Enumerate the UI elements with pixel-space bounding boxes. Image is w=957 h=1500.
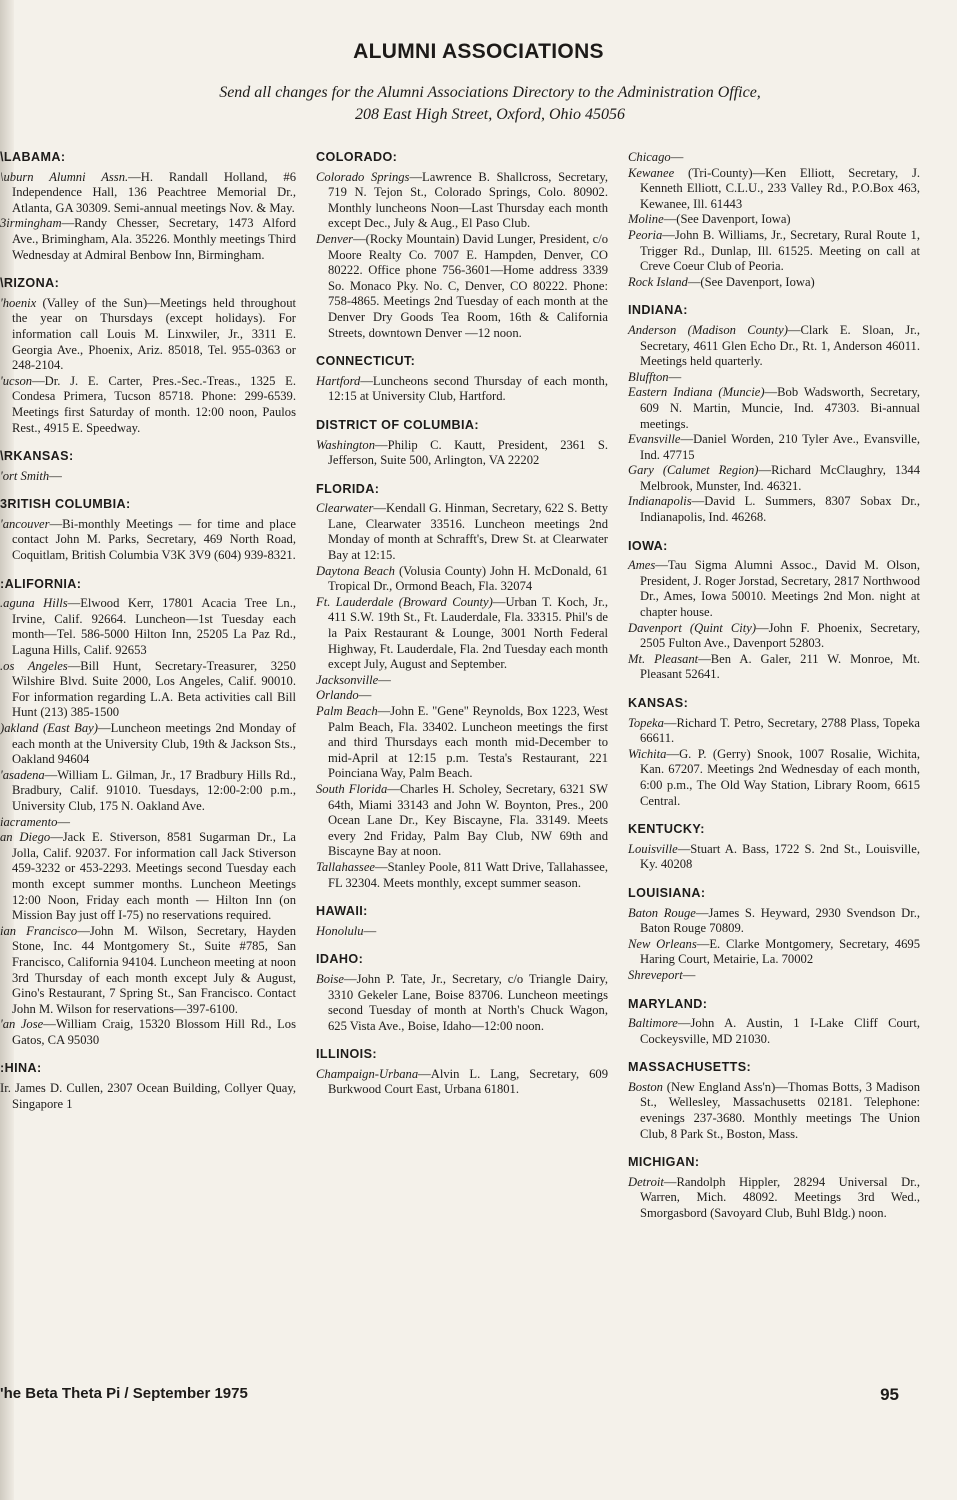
city-name: Topeka — [628, 715, 664, 730]
state-heading: FLORIDA: — [316, 481, 380, 496]
city-name: Louisville — [628, 841, 678, 856]
chapter-entry — [316, 438, 608, 469]
city-name: Ft. Lauderdale (Broward County) — [316, 594, 493, 609]
chapter-entry — [316, 232, 608, 341]
entry-details: —William Craig, 15320 Blossom Hill Rd., Los Gatos, CA 95030 — [12, 1017, 296, 1047]
entry-details: —James S. Heyward, 2930 Svendson Dr., Baton Rouge 70809. — [640, 905, 920, 936]
entry-details: —Randolph Hippler, 28294 Universal Dr., Warren, Mich. 48092. Meetings 3rd Wed., Smorgasbord (Savoyard Club, Buhl Bldg.) noon. — [640, 1174, 920, 1221]
state-section — [0, 150, 296, 263]
entry-details: —H. Randall Holland, #6 Independence Hall, 136 Peachtree Memorial Dr., Atlanta, GA 30309. Semi-annual meetings Nov. & May. — [12, 169, 296, 215]
city-name: 'ort Smith — [0, 468, 50, 483]
city-name: Chicago — [628, 150, 671, 164]
state-section — [628, 303, 920, 525]
city-name: Kewanee — [628, 165, 675, 180]
entry-details: —(See Davenport, Iowa) — [687, 274, 815, 289]
entry-details: (New England Ass'n)—Thomas Botts, 3 Madison St., Wellesley, Massachusetts 02181. Telephone: evenings 237-3680. Monthly meetings The Union Club, 8 Park St., Boston, Mass. — [640, 1079, 920, 1141]
entry-details: —John P. Tate, Jr., Secretary, c/o Triangle Dairy, 3310 Gekeler Lane, Boise 83706. Luncheon meetings second Tuesday of month at North's Chuck Wagon, 625 Vista Ave., Boise, Idaho—12:00 noon. — [328, 971, 608, 1033]
entry-details: —John A. Austin, 1 I-Lake Cliff Court, Cockeysville, MD 21030. — [640, 1016, 920, 1046]
directory-column-3 — [628, 150, 920, 1235]
chapter-entry — [316, 1067, 608, 1098]
entry-details: —Clark E. Sloan, Jr., Secretary, 4611 Glen Echo Dr., Rt. 1, Anderson 46011. Meetings held quarterly. — [640, 322, 920, 369]
city-name: ian Francisco — [0, 923, 78, 938]
state-section — [0, 276, 296, 436]
city-name: Boise — [316, 971, 344, 986]
chapter-entry — [316, 972, 608, 1034]
state-heading: \LABAMA: — [0, 150, 66, 164]
subtitle-line-1: Send all changes for the Alumni Associations Directory to the Administration Office, — [219, 84, 761, 101]
chapter-entry — [628, 166, 920, 213]
state-section — [0, 577, 296, 1049]
entry-details: (Valley of the Sun)—Meetings held throughout the year on Thursdays (except holidays). For information call Louis M. Linxwiler, Jr., 3311 E. Georgia Ave., Phoenix, Ariz. 85018, Tel. 955-0363 or 248-2104. — [12, 295, 296, 373]
city-name: Peoria — [628, 227, 663, 242]
city-name: Washington — [316, 437, 376, 452]
state-section — [316, 904, 608, 939]
city-name: 'an Jose — [0, 1017, 44, 1032]
chapter-entry — [628, 1016, 920, 1047]
page-subtitle — [80, 82, 900, 126]
entry-details: —Kendall G. Hinman, Secretary, 622 S. Betty Lane, Clearwater 33516. Luncheon meetings 2nd Monday of month at Schrafft's, Drew St. at Clearwater Bay at 12:15. — [328, 501, 608, 563]
state-heading: MARYLAND: — [628, 996, 708, 1011]
chapter-entry — [0, 374, 296, 436]
city-name: Mt. Pleasant — [628, 651, 699, 666]
entry-details: —Alvin L. Lang, Secretary, 609 Burkwood Court East, Urbana 61801. — [328, 1066, 608, 1097]
directory-column-2 — [316, 150, 608, 1111]
city-name: Ames — [628, 558, 656, 573]
entry-details: — — [363, 923, 377, 938]
publication-footer: 'he Beta Theta Pi / September 1975 — [0, 1385, 248, 1402]
state-section — [628, 696, 920, 809]
state-section — [628, 539, 920, 683]
state-heading: IDAHO: — [316, 952, 364, 967]
city-name: Daytona Beach — [316, 563, 395, 578]
entry-details: —John B. Williams, Jr., Secretary, Rural Route 1, Trigger Rd., Dunlap, Ill. 61525. Meeting on call at Creve Coeur Club of Peoria. — [640, 227, 920, 274]
entry-details: — — [668, 369, 682, 384]
chapter-entry — [316, 688, 608, 704]
chapter-entry — [0, 296, 296, 374]
chapter-entry — [628, 1080, 920, 1142]
entry-details: —Richard McClaughry, 1344 Melbrook, Munster, Ind. 46321. — [640, 463, 921, 493]
chapter-entry — [316, 782, 608, 860]
city-name: Honolulu — [316, 923, 364, 938]
entry-details: —Dr. J. E. Carter, Pres.-Sec.-Treas., 1325 E. Condesa Primera, Tucson 85718. Phone: 299-6539. Meetings first Saturday of month. 12:00 noon, Paulos Rest., 4915 E. Speedway. — [12, 373, 296, 435]
state-heading: HAWAII: — [316, 904, 368, 919]
entry-details: —Richard T. Petro, Secretary, 2788 Plass, Topeka 66611. — [640, 715, 920, 746]
chapter-entry — [628, 323, 920, 370]
entry-details: —William L. Gilman, Jr., 17 Bradbury Hills Rd., Bradbury, Calif. 91010. Tuesdays, 12:00-2:00 p.m., University Club, 175 N. Oakland Ave. — [12, 767, 296, 813]
city-name: Davenport (Quint City) — [628, 620, 757, 635]
city-name: 'ancouver — [0, 516, 50, 531]
city-name: New Orleans — [628, 936, 697, 951]
state-section — [0, 1061, 296, 1112]
state-section — [628, 822, 920, 873]
entry-details: —Daniel Worden, 210 Tyler Ave., Evansville, Ind. 47715 — [640, 432, 920, 462]
state-section — [628, 1155, 920, 1221]
directory-column-1 — [0, 150, 296, 1125]
city-name: Palm Beach — [316, 704, 378, 718]
entry-details: —Jack E. Stiverson, 8581 Sugarman Dr., La Jolla, Calif. 92037. For information call Jack Stiverson 459-3232 or 453-2293. Meetings second Tuesday each month except summer months. Luncheon Meetings 12:00 Noon, Friday each month — Hilton Inn (on Mission Bay just off I-75) no reservations required. — [12, 830, 296, 923]
chapter-entry — [628, 432, 920, 463]
entry-details: —John F. Phoenix, Secretary, 2505 Fulton Ave., Davenport 52803. — [640, 620, 920, 651]
entry-details: — — [358, 688, 372, 703]
city-name: Champaign-Urbana — [316, 1066, 419, 1081]
state-heading: ILLINOIS: — [316, 1047, 377, 1062]
chapter-entry — [0, 1081, 296, 1112]
state-heading: MICHIGAN: — [628, 1155, 700, 1170]
entry-details: —(See Davenport, Iowa) — [663, 212, 791, 227]
chapter-entry — [316, 704, 608, 782]
state-heading: \RIZONA: — [0, 276, 60, 291]
chapter-entry — [316, 170, 608, 232]
chapter-entry — [316, 501, 608, 563]
chapter-entry — [0, 1017, 296, 1048]
chapter-entry — [316, 924, 608, 940]
state-section — [628, 1060, 920, 1142]
state-section — [316, 418, 608, 469]
city-name: Orlando — [316, 688, 359, 703]
chapter-entry — [316, 860, 608, 891]
city-name: 'ucson — [0, 373, 33, 388]
state-heading: MASSACHUSETTS: — [628, 1060, 752, 1075]
chapter-entry — [628, 370, 920, 386]
entry-details: —Bi-monthly Meetings — for time and place contact John M. Parks, Secretary, 469 North Road, Coquitlam, British Columbia V3K 3V9 (604) 939-8321. — [12, 516, 296, 563]
chapter-entry — [316, 374, 608, 405]
state-section — [316, 1047, 608, 1098]
chapter-entry — [628, 621, 920, 652]
state-heading: :HINA: — [0, 1061, 42, 1076]
entry-details: — — [378, 672, 391, 687]
state-section — [628, 997, 920, 1048]
city-name: Boston — [628, 1079, 663, 1094]
city-name: Baton Rouge — [628, 905, 696, 920]
entry-details: —(Rocky Mountain) David Lunger, President, c/o Moore Realty Co. 7007 E. Hampden, Denver, CO 80222. Office phone 756-3601—Home address 3339 So. Monaco Pky. No. C, Denver, CO 80222. Phone: 758-4865. Meetings 2nd Tuesday of each month at the Denver Dry Goods Tea Room, 16th & California Streets, downtown Denver —12 noon. — [328, 231, 608, 340]
entry-details: —E. Clarke Montgomery, Secretary, 4695 Haring Court, Metairie, La. 70002 — [640, 936, 920, 967]
entry-details: —Bill Hunt, Secretary-Treasurer, 3250 Wilshire Blvd. Suite 2000, Los Angeles, Calif. 90010. For information regarding L.A. Beta activities call Bill Hunt (213) 385-1500 — [12, 658, 296, 720]
chapter-entry — [0, 815, 296, 831]
entry-details: —Urban T. Koch, Jr., 411 S.W. 19th St., Ft. Lauderdale, Fla. 33315. Phil's de la Paix Restaurant & Lounge, 3001 North Federal Highway, Ft. Lauderdale, Fla. 2nd Tuesday each month except July, August and September. — [328, 594, 608, 672]
state-section — [628, 886, 920, 984]
city-name: )akland (East Bay) — [0, 721, 98, 735]
entry-details: —Luncheons second Thursday of each month, 12:15 at University Club, Hartford. — [328, 373, 608, 404]
page-number: 95 — [880, 1385, 899, 1404]
chapter-entry — [316, 595, 608, 673]
city-name: Hartford — [316, 373, 361, 388]
city-name: South Florida — [316, 781, 388, 796]
entry-details: —Tau Sigma Alumni Assoc., David M. Olson, President, J. Roger Jorstad, Secretary, 2817 Northwood Dr., Ames, Iowa 50010. Meetings 2nd Mon. night at chapter house. — [640, 558, 920, 620]
city-name: an Diego — [0, 830, 51, 845]
city-name: Anderson (Madison County) — [628, 322, 788, 337]
entry-details: — — [57, 814, 70, 829]
city-name: Jacksonville — [316, 672, 379, 687]
entry-details: —John E. "Gene" Reynolds, Box 1223, West Palm Beach, Fla. 33402. Luncheon meetings the first and third Thursdays each month mid-December to mid-April at 12:15 p.m. Testa's Restaurant, 221 Poinciana Way, Palm Beach. — [328, 704, 608, 781]
city-name: Tallahassee — [316, 859, 376, 874]
city-name: Wichita — [628, 746, 667, 761]
entry-details: —Philip C. Kautt, President, 2361 S. Jefferson, Suite 500, Arlington, VA 22202 — [328, 437, 608, 468]
city-name: Shreveport — [628, 967, 683, 982]
chapter-entry — [628, 275, 920, 291]
chapter-entry — [316, 673, 608, 689]
chapter-entry — [316, 564, 608, 595]
city-name: 'asadena — [0, 767, 45, 782]
chapter-entry — [0, 170, 296, 217]
state-heading: COLORADO: — [316, 150, 398, 164]
chapter-entry — [0, 596, 296, 658]
city-name: Detroit — [628, 1174, 664, 1189]
state-section — [0, 497, 296, 563]
entry-details: —Stuart A. Bass, 1722 S. 2nd St., Louisville, Ky. 40208 — [640, 841, 920, 872]
state-heading: :ALIFORNIA: — [0, 576, 82, 591]
city-name: 3irmingham — [0, 216, 62, 231]
chapter-entry — [628, 212, 920, 228]
entry-details: —Charles H. Scholey, Secretary, 6321 SW 64th, Miami 33143 and John W. Boynton, Pres., 200 Ocean Lane Dr., Key Biscayne, Fla. 33149. Meets every 2nd Friday, Palm Bay Club, NW 69th and Biscayne Bay at noon. — [328, 781, 608, 859]
entry-details: —Ben A. Galer, 211 W. Monroe, Mt. Pleasant 52641. — [640, 651, 920, 682]
entry-details: —John M. Wilson, Secretary, Hayden Stone, Inc. 44 Montgomery St., Suite #785, San Francisco, California 94104. Luncheon meeting at noon 3rd Thursday of each month except July & August, Gino's Restaurant, 7 Spring St., San Francisco. Contact John M. Wilson for reservations—397-6100. — [12, 923, 296, 1016]
state-heading: DISTRICT OF COLUMBIA: — [316, 417, 480, 432]
state-heading: \RKANSAS: — [0, 449, 74, 464]
city-name: .os Angeles — [0, 658, 68, 673]
entry-details: — — [682, 967, 696, 982]
city-name: Indianapolis — [628, 494, 692, 509]
chapter-entry — [628, 228, 920, 275]
entry-details: (Tri-County)—Ken Elliott, Secretary, J. Kenneth Elliott, C.L.U., 233 Valley Rd., P.O.Box 463, Kewanee, Ill. 61443 — [640, 165, 920, 211]
city-name: .aguna Hills — [0, 596, 68, 611]
city-name: Baltimore — [628, 1016, 678, 1031]
entry-details: Ir. James D. Cullen, 2307 Ocean Building, Collyer Quay, Singapore 1 — [0, 1081, 296, 1111]
entry-details: — — [49, 468, 62, 483]
state-heading: KANSAS: — [628, 696, 689, 710]
city-name: Colorado Springs — [316, 169, 410, 184]
chapter-entry — [628, 494, 920, 525]
page-title: ALUMNI ASSOCIATIONS — [353, 40, 604, 63]
chapter-entry — [628, 716, 920, 747]
state-section — [316, 354, 608, 405]
state-section — [0, 449, 296, 484]
entry-details: —Luncheon meetings 2nd Monday of each month at the University Club, 19th & Jackson Sts., Oakland 94604 — [12, 721, 297, 767]
chapter-entry — [628, 937, 920, 968]
entry-details: — — [670, 150, 684, 164]
entry-details: —David L. Summers, 8307 Sobax Dr., Indianapolis, Ind. 46268. — [640, 494, 920, 525]
entry-details: —Lawrence B. Shallcross, Secretary, 719 N. Tejon St., Colorado Springs, Colo. 80902. Monthly luncheons Noon—Last Thursday each month except Dec., July & Aug., El Paso Club. — [328, 169, 608, 231]
chapter-entry — [0, 469, 296, 485]
state-section — [316, 482, 608, 891]
state-heading: IOWA: — [628, 538, 668, 553]
entry-details: —Elwood Kerr, 17801 Acacia Tree Ln., Irvine, Calif. 92664. Luncheon—1st Tuesday each month—Tel. 586-5000 Hilton Inn, 25205 La Paz Rd., Laguna Hills, Calif. 92653 — [12, 596, 296, 658]
chapter-entry — [0, 517, 296, 564]
entry-details: —Randy Chesser, Secretary, 1473 Alford Ave., Brimingham, Ala. 35226. Monthly meetings Third Wednesday at Admiral Benbow Inn, Birmingham. — [12, 216, 296, 262]
chapter-entry — [0, 924, 296, 1018]
chapter-entry — [628, 463, 920, 494]
chapter-entry — [628, 652, 920, 683]
city-name: Moline — [628, 212, 664, 227]
state-heading: KENTUCKY: — [628, 822, 705, 837]
city-name: Eastern Indiana (Muncie) — [628, 385, 765, 400]
chapter-entry — [0, 768, 296, 815]
subtitle-line-2: 208 East High Street, Oxford, Ohio 45056 — [355, 106, 625, 123]
state-heading: CONNECTICUT: — [316, 354, 416, 369]
state-section — [316, 150, 608, 341]
state-heading: 3RITISH COLUMBIA: — [0, 497, 131, 512]
city-name: Evansville — [628, 432, 681, 447]
state-section — [628, 150, 920, 290]
city-name: iacramento — [0, 814, 58, 829]
entry-details: —G. P. (Gerry) Snook, 1007 Rosalie, Wichita, Kan. 67207. Meetings 2nd Wednesday of each month, 6:00 p.m., The Old Way Station, Library Room, 6615 Central. — [640, 746, 920, 808]
chapter-entry — [628, 150, 920, 166]
chapter-entry — [628, 385, 920, 432]
city-name: 'hoenix — [0, 295, 37, 310]
city-name: Gary (Calumet Region) — [628, 463, 759, 478]
city-name: Bluffton — [628, 369, 669, 384]
chapter-entry — [628, 1175, 920, 1222]
entry-details: —Bob Wadsworth, Secretary, 609 N. Martin, Muncie, Ind. 47303. Bi-annual meetings. — [640, 385, 920, 431]
city-name: Rock Island — [628, 274, 688, 289]
state-heading: LOUISIANA: — [628, 885, 706, 900]
chapter-entry — [628, 968, 920, 984]
chapter-entry — [0, 830, 296, 924]
city-name: Denver — [316, 231, 354, 246]
chapter-entry — [0, 659, 296, 721]
chapter-entry — [628, 842, 920, 873]
chapter-entry — [628, 558, 920, 620]
chapter-entry — [0, 216, 296, 263]
city-name: Clearwater — [316, 501, 374, 516]
chapter-entry — [0, 721, 296, 768]
entry-details: (Volusia County) John H. McDonald, 61 Tropical Dr., Ormond Beach, Fla. 32074 — [328, 563, 608, 594]
chapter-entry — [628, 747, 920, 809]
chapter-entry — [628, 906, 920, 937]
state-heading: INDIANA: — [628, 303, 688, 318]
state-section — [316, 952, 608, 1034]
city-name: \uburn Alumni Assn. — [0, 169, 129, 184]
entry-details: —Stanley Poole, 811 Watt Drive, Tallahassee, FL 32304. Meets monthly, except summer season. — [328, 859, 608, 890]
